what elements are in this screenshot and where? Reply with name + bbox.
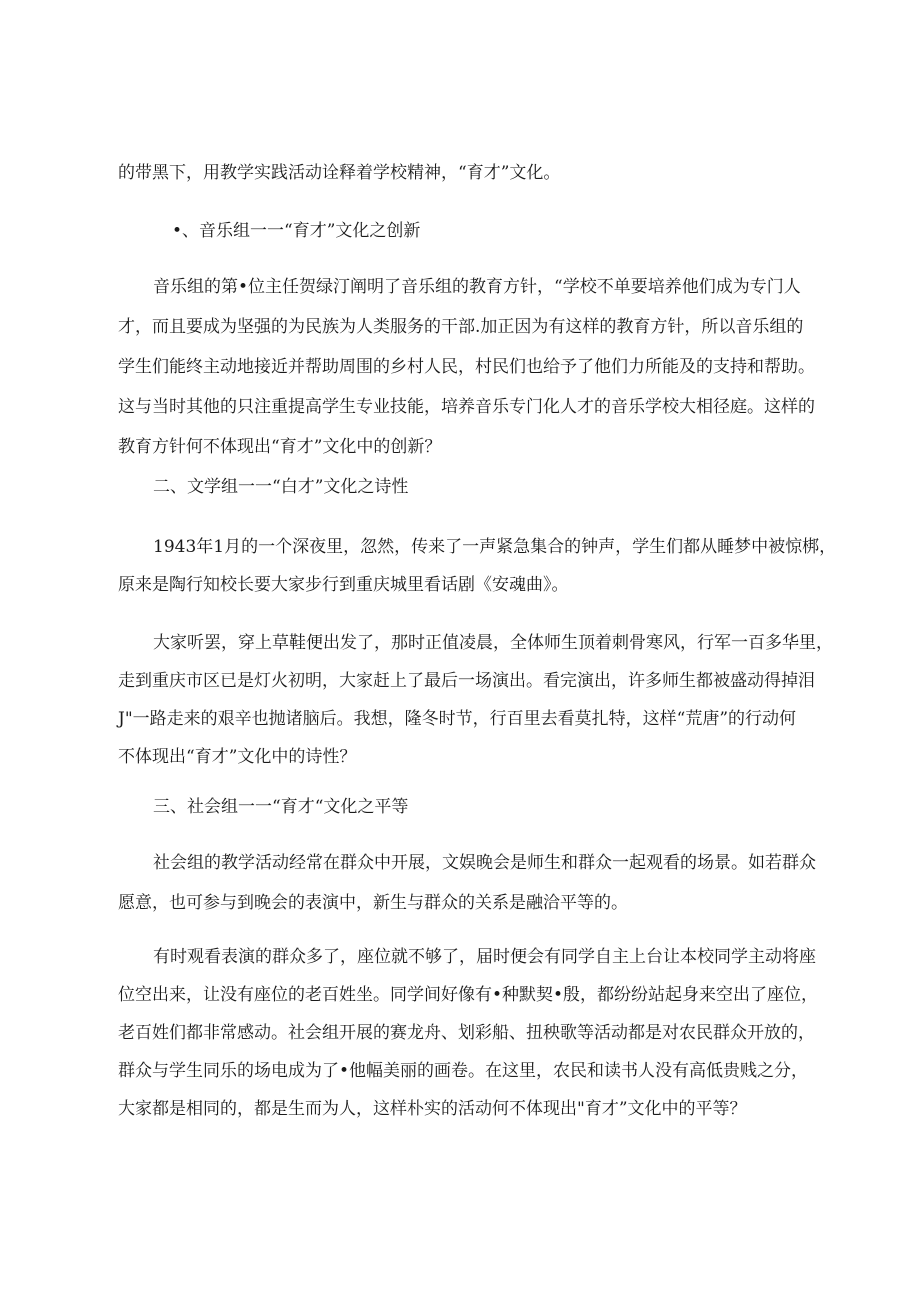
paragraph-line: 的带黑下，用教学实践活动诠释着学校精神，“育才”文化。: [118, 163, 561, 183]
paragraph-line: 社会组的教学活动经常在群众中开展，文娱晚会是师生和群众一起观看的场景。如若群众: [153, 853, 816, 873]
paragraph-line: 位空出来，让没有座位的老百姓坐。同学间好像有•种默契•殷，都纷纷站起身来空出了座位，: [118, 985, 819, 1005]
paragraph-line: 群众与学生同乐的场电成为了•他幅美丽的画卷。在这里，农民和读书人没有高低贵贱之分，: [118, 1061, 809, 1081]
paragraph-line: 愿意，也可参与到晚会的表演中，新生与群众的关系是融洽平等的。: [118, 893, 628, 913]
paragraph-line: 大家都是相同的，都是生而为人，这样朴实的活动何不体现出"育才”文化中的平等？: [118, 1099, 747, 1119]
paragraph-line: 不体现出“育才”文化中的诗性？: [118, 747, 357, 767]
paragraph-line: 大家听罢，穿上草鞋便出发了，那时正值凌晨，全体师生顶着刺骨寒风，行军一百多华里，: [153, 633, 833, 653]
paragraph-line: 才，而且要成为坚强的为民族为人类服务的干部.加正因为有这样的教育方针，所以音乐组的: [118, 317, 804, 337]
paragraph-line: 老百姓们都非常感动。社会组开展的赛龙舟、划彩船、扭秧歌等活动都是对农民群众开放的，: [118, 1023, 815, 1043]
paragraph-line: 走到重庆市区已是灯火初明，大家赶上了最后一场演出。看完演出，许多师生都被盛动得掉泪: [118, 671, 815, 691]
paragraph-line: 1943年1月的一个深夜里，忽然，传来了一声紧急集合的钟声，学生们都从睡梦中被惊梆，: [153, 537, 837, 557]
paragraph-line: 学生们能终主动地接近并帮助周围的乡村人民，村民们也给予了他们力所能及的支持和帮助。: [118, 357, 815, 377]
paragraph-line: 有时观看表演的群众多了，座位就不够了，届时便会有同学自主上台让本校同学主动将座: [153, 947, 816, 967]
section-heading: 二、文学组一一“白才”文化之诗性: [153, 477, 409, 497]
paragraph-line: J"一路走来的艰辛也抛诸脑后。我想，隆冬时节，行百里去看莫扎特，这样“荒唐”的行动何: [118, 709, 797, 729]
paragraph-line: 音乐组的第•位主任贺绿汀阐明了音乐组的教育方针，“学校不单要培养他们成为专门人: [153, 277, 801, 297]
paragraph-line: 这与当时其他的只注重提高学生专业技能，培养音乐专门化人才的音乐学校大相径庭。这样的: [118, 397, 815, 417]
section-heading: •、音乐组一一“育才”文化之创新: [172, 221, 421, 241]
paragraph-line: 原来是陶行知校长要大家步行到重庆城里看话剧《安魂曲》。: [118, 575, 569, 595]
section-heading: 三、社会组一一“育才“文化之平等: [153, 797, 409, 817]
paragraph-line: 教育方针何不体现出“育才”文化中的创新？: [118, 437, 442, 457]
